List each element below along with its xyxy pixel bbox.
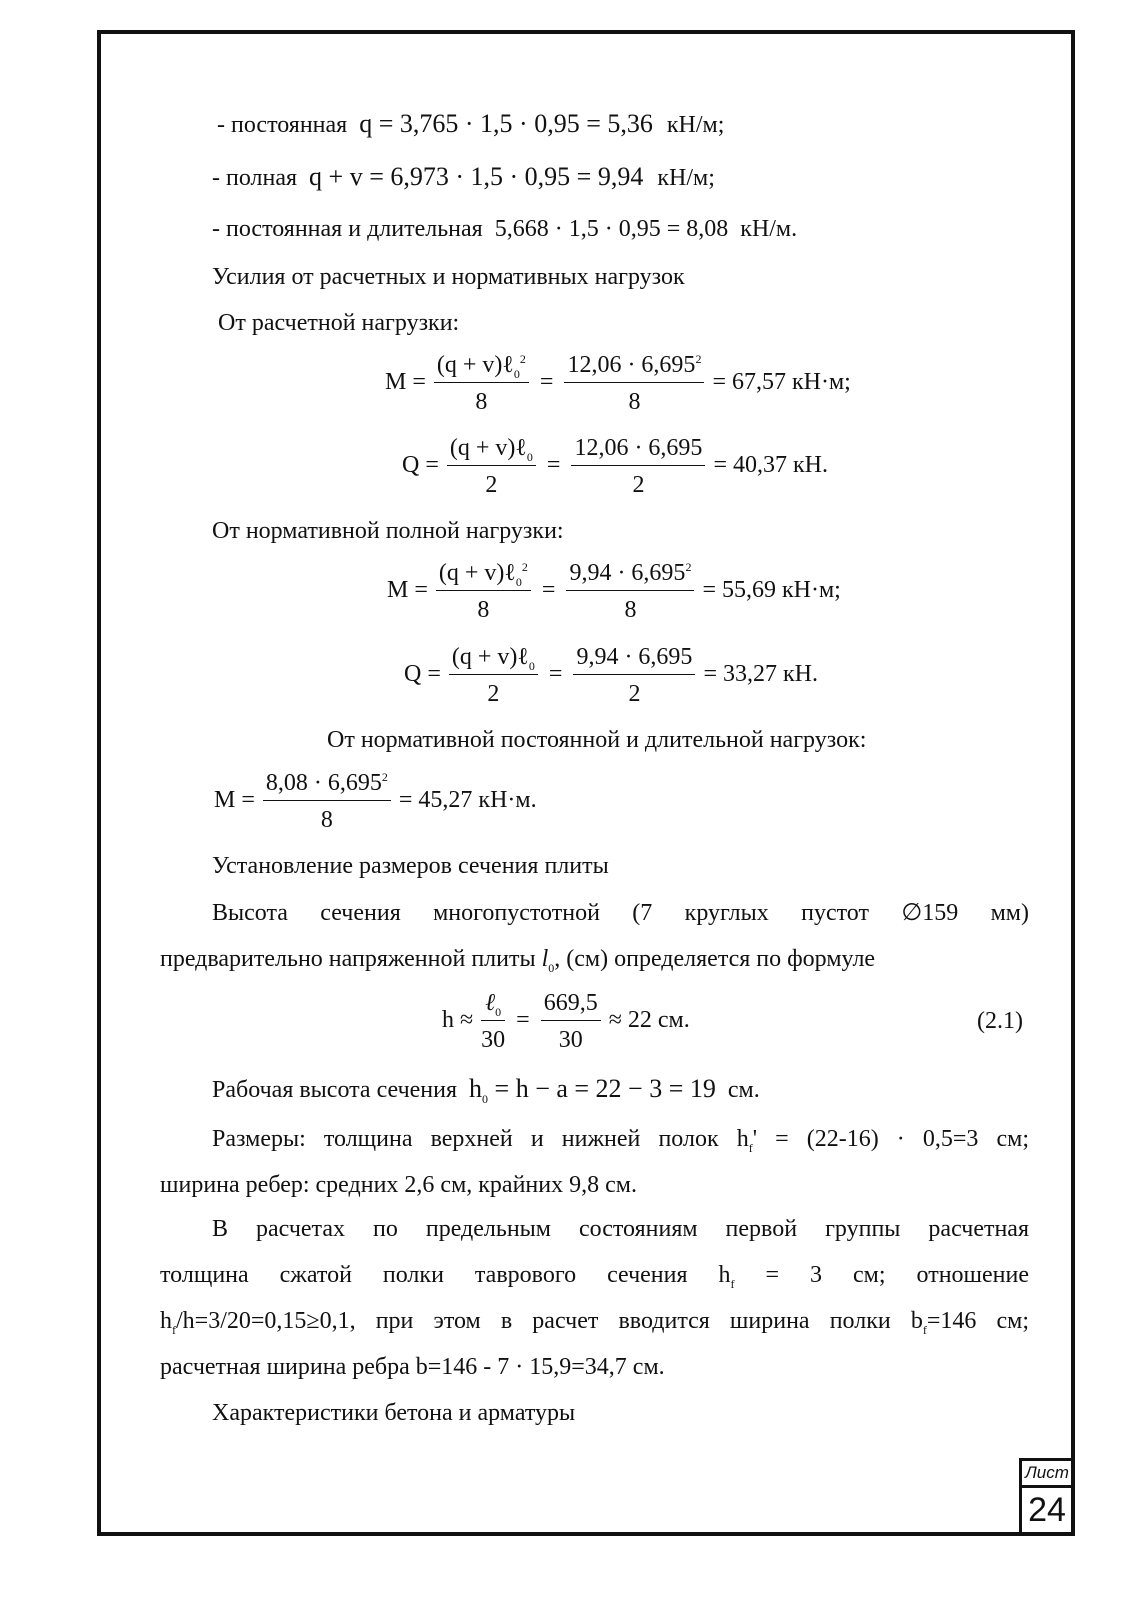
para-limit-line3: $h_f/h=3/20=0,15\ge 0,1$, при этом в расчет вводится ширина полки $b_f=146$ см; <box>160 1308 1030 1337</box>
formula-design-shear: Q = $\frac{(q + v)\ell_0}{2}$ = $\frac{12,06 \cdot 6,695}{2}$ = 40,37 кН. <box>402 435 828 498</box>
formula-norm-shear: Q = $\frac{(q + v)\ell_0}{2}$ = $\frac{9,94 \cdot 6,695}{2}$ = 33,27 кН. <box>404 644 818 707</box>
formula-result: = 40,37 кН. <box>713 452 828 479</box>
fraction: $\frac{(q + v)\ell_0^2}{8}$ <box>436 558 531 625</box>
load-formula: q + v = 6,973 · 1,5 · 0,95 = 9,94 <box>309 162 644 191</box>
heading-materials: Характеристики бетона и арматуры <box>212 1400 576 1426</box>
fraction <box>573 642 695 709</box>
denominator: 2 <box>628 681 641 707</box>
formula-height: h ≈ $\frac{\ell_0}{30}$ = $\frac{669,5}{30}$ ≈ 22 см. <box>442 990 690 1053</box>
para-sizes-line1: Размеры: толщина верхней и нижней полок $h_f' = (22-16) \cdot 0,5=3$ см; <box>212 1126 1029 1155</box>
numerator: (q + v)ℓ <box>451 644 529 670</box>
para-sizes-line2: ширина ребер: средних 2,6 см, крайних 9,8 см. <box>160 1172 637 1198</box>
denominator: 8 <box>320 807 333 833</box>
para-limit-line1: В расчетах по предельным состояниям первой группы расчетная <box>212 1216 1029 1242</box>
formula-lhs: M = <box>214 787 255 814</box>
formula-lhs: M = <box>385 369 426 396</box>
para-limit-line4: расчетная ширина ребра b=146 - 7 · 15,9=34,7 см. <box>160 1354 665 1380</box>
load-line-permanent <box>217 110 724 139</box>
fraction: $\frac{(q + v)\ell_0}{2}$ <box>447 433 536 500</box>
heading-forces: Усилия от расчетных и нормативных нагрузок <box>212 264 685 290</box>
para-height-line2: предварительно напряженной плиты $l_0$, (см) определяется по формуле <box>160 946 876 975</box>
formula-result: = 55,69 кН·м; <box>702 577 841 604</box>
fraction: $\frac{(q + v)\ell_0}{2}$ <box>449 642 538 709</box>
numerator: 8,08 · 6,695 <box>265 770 382 796</box>
sheet-number: 24 <box>1028 1491 1066 1529</box>
fraction: $\frac{9,94 \cdot 6,695^2}{8}$ <box>566 558 694 625</box>
working-height-line: Рабочая высота сечения $h_0 = h - a = 22 - 3 = 19$ см. <box>212 1074 760 1107</box>
load-label: - полная <box>212 165 298 191</box>
denominator: 30 <box>558 1027 583 1053</box>
para-height-line1: Высота сечения многопустотной (7 круглых пустот ∅159 мм) <box>212 900 1029 926</box>
formula-lhs: Q = <box>402 452 439 479</box>
load-unit: кН/м; <box>666 112 725 138</box>
load-formula: 5,668 · 1,5 · 0,95 = 8,08 <box>494 216 729 242</box>
formula-long-moment <box>214 768 537 835</box>
numerator: (q + v)ℓ <box>449 435 527 461</box>
fraction <box>571 433 705 500</box>
formula-lhs: h ≈ <box>442 1007 474 1034</box>
heading-design-load: От расчетной нагрузки: <box>218 310 460 336</box>
fraction: $\frac{12,06 \cdot 6,695^2}{8}$ <box>564 350 704 417</box>
numerator: ℓ <box>485 990 496 1016</box>
formula-result: ≈ 22 см. <box>608 1007 690 1034</box>
fraction: $\frac{8,08 \cdot 6,695^2}{8}$ <box>263 768 391 835</box>
para-limit-line2: толщина сжатой полки таврового сечения $h_f = 3$ см; отношение <box>160 1262 1030 1291</box>
denominator: 2 <box>485 472 498 498</box>
denominator: 30 <box>481 1027 506 1053</box>
denominator: 2 <box>487 681 500 707</box>
sheet-label: Лист <box>1022 1461 1072 1488</box>
numerator: (q + v)ℓ <box>436 352 514 378</box>
load-line-full <box>212 163 715 192</box>
denominator: 8 <box>624 597 637 623</box>
denominator: 8 <box>475 389 488 415</box>
numerator: 9,94 · 6,695 <box>569 560 686 586</box>
load-line-long <box>212 215 797 243</box>
heading-section-sizes: Установление размеров сечения плиты <box>212 853 609 879</box>
fraction: $\frac{\ell_0}{30}$ <box>481 990 506 1053</box>
formula-norm-moment: M = $\frac{(q + v)\ell_0^2}{8}$ = $\frac{9,94 \cdot 6,695^2}{8}$ = 55,69 кН·м; <box>387 560 841 623</box>
load-unit: кН/м. <box>740 216 798 242</box>
load-label: - постоянная и длительная <box>212 216 483 242</box>
fraction <box>541 988 601 1055</box>
heading-norm-long-load: От нормативной постоянной и длительной нагрузок: <box>327 727 867 753</box>
denominator: 8 <box>628 389 641 415</box>
denominator: 8 <box>477 597 490 623</box>
load-label: - постоянная <box>217 112 348 138</box>
load-formula: q = 3,765 · 1,5 · 0,95 = 5,36 <box>359 109 653 138</box>
heading-norm-full-load: От нормативной полной нагрузки: <box>212 518 564 544</box>
numerator: 12,06 · 6,695 <box>567 352 696 378</box>
formula-lhs: M = <box>387 577 428 604</box>
numerator: (q + v)ℓ <box>438 560 516 586</box>
fraction: $\frac{(q + v)\ell_0^2}{8}$ <box>434 350 529 417</box>
formula-result: = 67,57 кН·м; <box>712 369 851 396</box>
formula-lhs: Q = <box>404 661 441 688</box>
sheet-stamp <box>1019 1458 1072 1533</box>
denominator: 2 <box>632 472 645 498</box>
load-unit: кН/м; <box>657 165 715 191</box>
numerator: 12,06 · 6,695 <box>571 433 705 466</box>
numerator: 669,5 <box>541 988 601 1021</box>
formula-result: = 45,27 кН·м. <box>398 787 537 814</box>
formula-result: = 33,27 кН. <box>703 661 818 688</box>
equation-number: (2.1) <box>977 1008 1023 1034</box>
numerator: 9,94 · 6,695 <box>573 642 695 675</box>
formula-design-moment: M = $\frac{(q + v)\ell_0^2}{8}$ = $\frac{12,06 \cdot 6,695^2}{8}$ = 67,57 кН·м; <box>385 352 851 415</box>
